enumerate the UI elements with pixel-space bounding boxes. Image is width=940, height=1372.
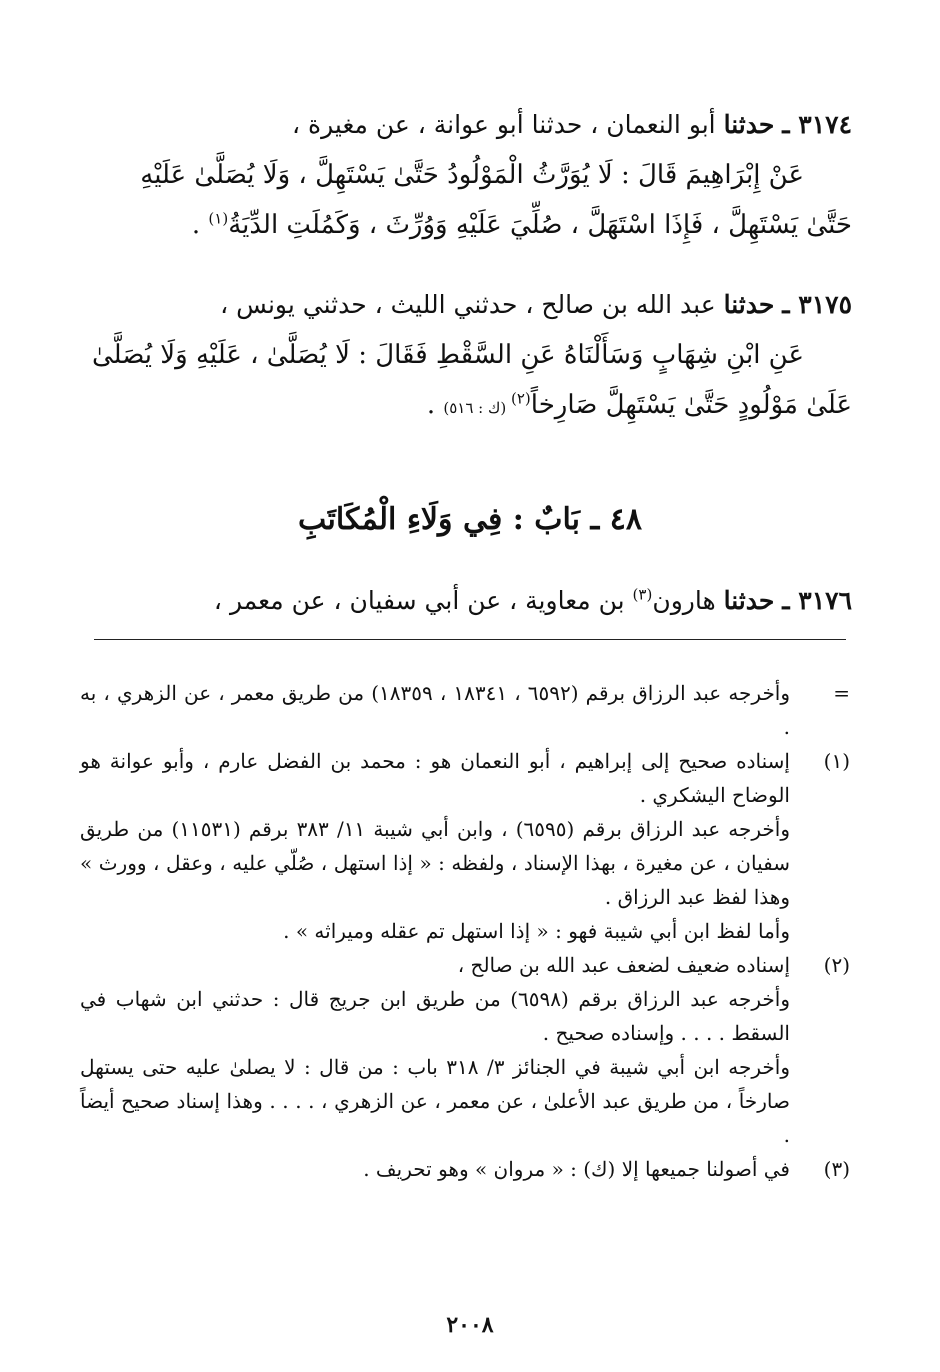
hadith-isnad: أبو النعمان ، حدثنا أبو عوانة ، عن مغيرة ،: [292, 110, 724, 139]
hadith-matn-text: عَلَىٰ مَوْلُودٍ حَتَّىٰ يَسْتَهِلَّ صَارِخاً: [530, 390, 852, 420]
hadith-lead: حدثنا: [723, 290, 775, 319]
footnote-mark: (١): [823, 749, 850, 773]
hadith-isnad-line: [82, 576, 852, 626]
hadith-end: .: [191, 210, 209, 240]
footnote-ref[interactable]: (٣): [632, 585, 653, 604]
hadith-isnad-line: [82, 100, 852, 150]
footnote-paragraph: وأما لفظ ابن أبي شيبة فهو : « إذا استهل تم عقله وميراثه » .: [283, 919, 790, 943]
hadith-end: .: [426, 390, 444, 420]
hadith-isnad: هارون: [652, 586, 724, 615]
hadith-lead: حدثنا: [723, 110, 775, 139]
cross-reference: (ك : ٥١٦): [443, 399, 511, 417]
footnote-paragraph: وأخرجه عبد الرزاق برقم (٦٥٩٢ ، ١٨٣٤١ ، ١٨٣٥٩) من طريق معمر ، عن الزهري ، به .: [80, 681, 791, 739]
hadith-3176: [82, 576, 852, 626]
footnote-separator: [94, 639, 846, 640]
footnote-continued: [80, 676, 850, 744]
footnote-paragraph: وأخرجه عبد الرزاق برقم (٦٥٩٨) من طريق ابن جريج قال : حدثني ابن شهاب في السقط . . . . وإسناده صحيح .: [80, 987, 790, 1045]
hadith-matn-line: [82, 380, 852, 433]
footnote-paragraph: وأخرجه ابن أبي شيبة في الجنائز ٣/ ٣١٨ باب : من قال : لا يصلىٰ عليه حتى يستهل صارخاً ، من طريق عبد الأعلىٰ ، عن معمر ، عن الزهري ، . . . . وهذا إسناد صحيح أيضاً .: [80, 1055, 790, 1147]
hadith-number: ٣١٧٥ ـ: [782, 290, 852, 319]
hadith-matn-line: [82, 200, 852, 250]
hadith-number: ٣١٧٦ ـ: [782, 586, 852, 615]
footnotes: [80, 676, 850, 1186]
hadith-matn-text: حَتَّىٰ يَسْتَهِلَّ ، فَإِذَا اسْتَهَلَّ ، صُلِّيَ عَلَيْهِ وَوُرِّثَ ، وَكَمُلَتِ الدِّيَةُ: [228, 210, 852, 240]
footnote-3: [80, 1152, 850, 1186]
footnote-mark: (٣): [823, 1157, 850, 1181]
chapter-heading: ٤٨ ـ بَابٌ : فِي وَلَاءِ الْمُكَاتَبِ: [298, 502, 642, 537]
footnote-ref[interactable]: (٢): [510, 389, 531, 408]
hadith-lead: حدثنا: [723, 586, 775, 615]
footnote-2: [80, 948, 850, 1152]
footnote-mark: =: [833, 681, 850, 705]
footnote-paragraph: وأخرجه عبد الرزاق برقم (٦٥٩٥) ، وابن أبي شيبة ١١/ ٣٨٣ برقم (١١٥٣١) من طريق سفيان ، عن مغيرة ، بهذا الإسناد ، ولفظه : « إذا استهل ، صُلّي عليه ، وعقل ، وورث » وهذا لفظ عبد الرزاق .: [80, 817, 790, 909]
hadith-isnad: بن معاوية ، عن أبي سفيان ، عن معمر ،: [213, 586, 633, 615]
footnote-paragraph: في أصولنا جميعها إلا (ك) : « مروان » وهو تحريف .: [363, 1157, 790, 1181]
hadith-isnad: عبد الله بن صالح ، حدثني الليث ، حدثني يونس ،: [220, 290, 724, 319]
footnote-paragraph: إسناده ضعيف لضعف عبد الله بن صالح ،: [457, 953, 790, 977]
hadith-number: ٣١٧٤ ـ: [782, 110, 852, 139]
hadith-3174: [82, 100, 852, 250]
footnote-ref[interactable]: (١): [208, 209, 229, 228]
footnote-1: [80, 744, 850, 948]
hadith-3175: [82, 280, 852, 433]
footnote-mark: (٢): [823, 953, 850, 977]
page-number: ٢٠٠٨: [446, 1312, 494, 1338]
hadith-isnad-line: [82, 280, 852, 330]
hadith-matn-line: عَنِ ابْنِ شِهَابٍ وَسَأَلْنَاهُ عَنِ السَّقْطِ فَقَالَ : لَا يُصَلَّىٰ ، عَلَيْهِ وَلَا يُصَلَّىٰ: [91, 340, 804, 370]
footnote-paragraph: إسناده صحيح إلى إبراهيم ، أبو النعمان هو : محمد بن الفضل عارم ، وأبو عوانة هو الوضاح اليشكري .: [80, 749, 790, 807]
hadith-matn-line: عَنْ إِبْرَاهِيمَ قَالَ : لَا يُوَرَّثُ الْمَوْلُودُ حَتَّىٰ يَسْتَهِلَّ ، وَلَا يُصَلَّىٰ عَلَيْهِ: [140, 160, 804, 190]
